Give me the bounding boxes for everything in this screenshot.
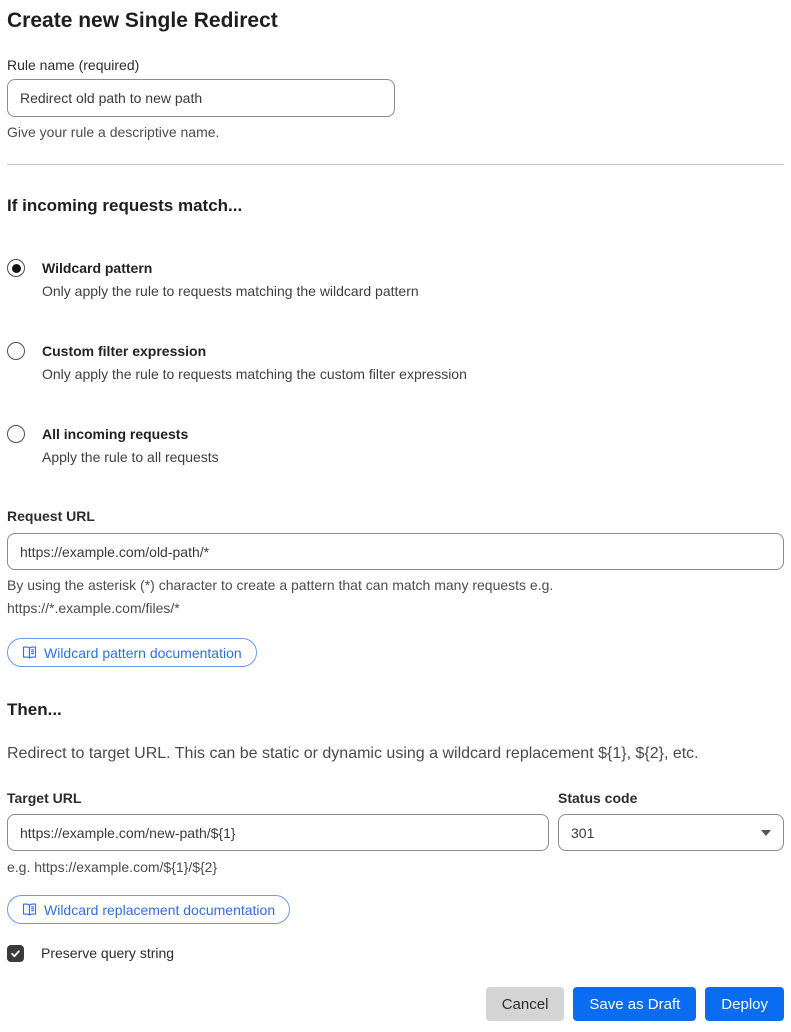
radio-option-label: Wildcard pattern [42, 260, 153, 276]
checkbox-icon[interactable] [7, 945, 24, 962]
wildcard-replacement-docs-label: Wildcard replacement documentation [44, 901, 276, 918]
radio-option-wildcard-pattern[interactable] [7, 259, 784, 300]
wildcard-pattern-docs-label: Wildcard pattern documentation [44, 644, 242, 661]
radio-icon[interactable] [7, 342, 25, 360]
request-url-label: Request URL [7, 508, 95, 524]
request-url-help-line1: By using the asterisk (*) character to create a pattern that can match many requests e.g. [7, 577, 554, 593]
status-code-field [558, 789, 784, 876]
preserve-query-string-label: Preserve query string [41, 945, 175, 961]
book-icon [22, 902, 37, 917]
wildcard-pattern-docs-button[interactable] [7, 638, 257, 667]
radio-option-description: Only apply the rule to requests matching the custom filter expression [42, 366, 467, 382]
form-actions [7, 987, 784, 1029]
create-redirect-form [7, 7, 784, 1029]
status-code-value: 301 [571, 824, 595, 841]
radio-option-custom-filter-expression[interactable] [7, 342, 784, 383]
target-url-field [7, 789, 549, 876]
radio-option-label: All incoming requests [42, 426, 189, 442]
status-code-label: Status code [558, 790, 638, 806]
check-icon [10, 948, 21, 959]
rule-name-label: Rule name (required) [7, 57, 140, 73]
section-divider [7, 164, 784, 165]
radio-option-label: Custom filter expression [42, 343, 207, 359]
rule-name-field [7, 56, 784, 141]
status-code-select[interactable] [558, 814, 784, 851]
radio-option-all-incoming-requests[interactable] [7, 425, 784, 466]
radio-icon[interactable] [7, 259, 25, 277]
match-section-heading: If incoming requests match... [7, 196, 243, 215]
then-description: Redirect to target URL. This can be static or dynamic using a wildcard replacement ${1}, ${2}, etc. [7, 745, 699, 762]
radio-icon[interactable] [7, 425, 25, 443]
request-url-field [7, 507, 784, 617]
request-url-input[interactable] [7, 533, 784, 570]
rule-name-help: Give your rule a descriptive name. [7, 124, 220, 140]
request-url-help-line2: https://*.example.com/files/* [7, 600, 180, 616]
save-as-draft-button[interactable]: Save as Draft [573, 987, 696, 1021]
target-url-input[interactable] [7, 814, 549, 851]
target-url-help: e.g. https://example.com/${1}/${2} [7, 859, 218, 875]
cancel-button[interactable]: Cancel [486, 987, 565, 1021]
wildcard-replacement-docs-button[interactable] [7, 895, 290, 924]
deploy-button[interactable]: Deploy [705, 987, 784, 1021]
rule-name-input[interactable] [7, 79, 395, 117]
target-url-row [7, 789, 784, 876]
page-title: Create new Single Redirect [7, 9, 278, 32]
radio-option-description: Apply the rule to all requests [42, 449, 219, 465]
chevron-down-icon [761, 830, 771, 836]
preserve-query-string-checkbox[interactable] [7, 944, 784, 962]
book-icon [22, 645, 37, 660]
then-section-heading: Then... [7, 700, 62, 719]
radio-option-description: Only apply the rule to requests matching the wildcard pattern [42, 283, 419, 299]
match-type-radio-group [7, 259, 784, 466]
target-url-label: Target URL [7, 790, 82, 806]
